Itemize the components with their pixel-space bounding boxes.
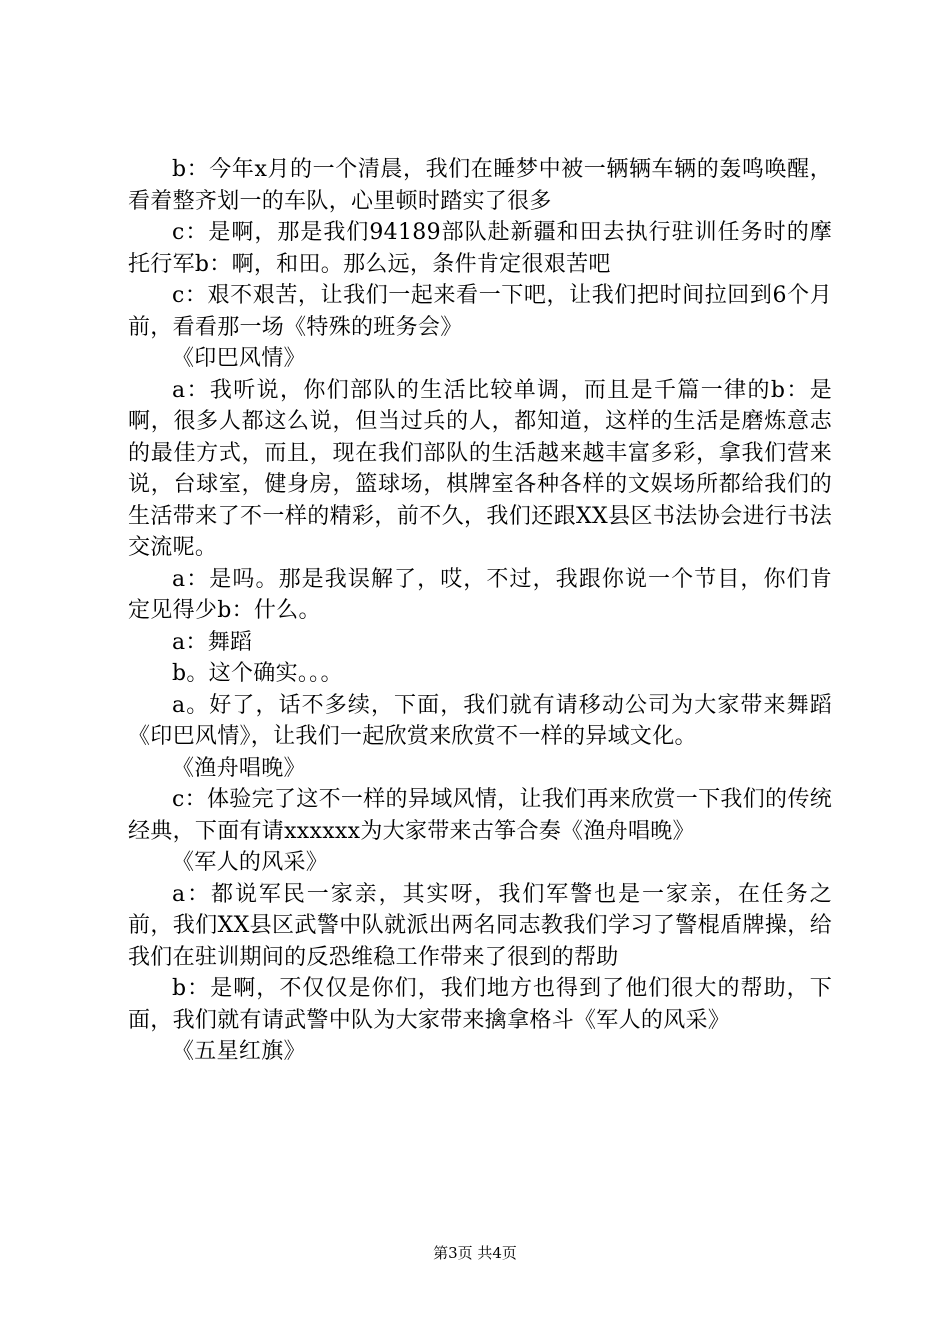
section-title-junren: 《军人的风采》 <box>172 850 329 875</box>
section-title-yuzhou: 《渔舟唱晚》 <box>172 755 306 781</box>
paragraph-6: a：是吗。那是我误解了，哎，不过，我跟你说一个节目，你们肯定见得少b：什么。 <box>128 566 832 623</box>
section-title-yinba: 《印巴风情》 <box>172 346 306 371</box>
section-title-wuxing: 《五星红旗》 <box>172 1039 306 1064</box>
paragraph-14: b：是啊，不仅仅是你们，我们地方也得到了他们很大的帮助，下面，我们就有请武警中队为大家带来擒拿格斗《军人的风采》 <box>128 976 832 1033</box>
paragraph-2: c：是啊，那是我们94189部队赴新疆和田去执行驻训任务时的摩托行军b：啊，和田。那么远，条件肯定很艰苦吧 <box>128 220 832 277</box>
paragraph-11: c：体验完了这不一样的异域风情，让我们再来欣赏一下我们的传统经典，下面有请xxxxxx为大家带来古筝合奏《渔舟唱晚》 <box>128 787 832 844</box>
paragraph-5: a：我听说，你们部队的生活比较单调，而且是千篇一律的b：是啊，很多人都这么说，但当过兵的人，都知道，这样的生活是磨炼意志的最佳方式，而且，现在我们部队的生活越来越丰富多彩，拿我们营来说，台球室，健身房，篮球场，棋牌室各种各样的文娱场所都给我们的生活带来了不一样的精彩，前不久，我们还跟XX县区书法协会进行书法交流呢。 <box>128 377 832 560</box>
paragraph-9: a。好了，话不多续，下面，我们就有请移动公司为大家带来舞蹈《印巴风情》，让我们一起欣赏来欣赏不一样的异域文化。 <box>128 692 832 749</box>
page-number-footer: 第3页 共4页 <box>433 1244 517 1262</box>
paragraph-8: b。这个确实。。。 <box>172 661 343 686</box>
paragraph-1: b：今年x月的一个清晨，我们在睡梦中被一辆辆车辆的轰鸣唤醒，看着整齐划一的车队，心里顿时踏实了很多 <box>128 157 832 214</box>
document-body <box>128 154 832 1068</box>
paragraph-13: a：都说军民一家亲，其实呀，我们军警也是一家亲，在任务之前，我们XX县区武警中队就派出两名同志教我们学习了警棍盾牌操，给我们在驻训期间的反恐维稳工作带来了很到的帮助 <box>128 881 832 970</box>
paragraph-3: c：艰不艰苦，让我们一起来看一下吧，让我们把时间拉回到6个月前，看看那一场《特殊的班务会》 <box>128 283 832 340</box>
paragraph-7: a：舞蹈 <box>172 629 253 655</box>
